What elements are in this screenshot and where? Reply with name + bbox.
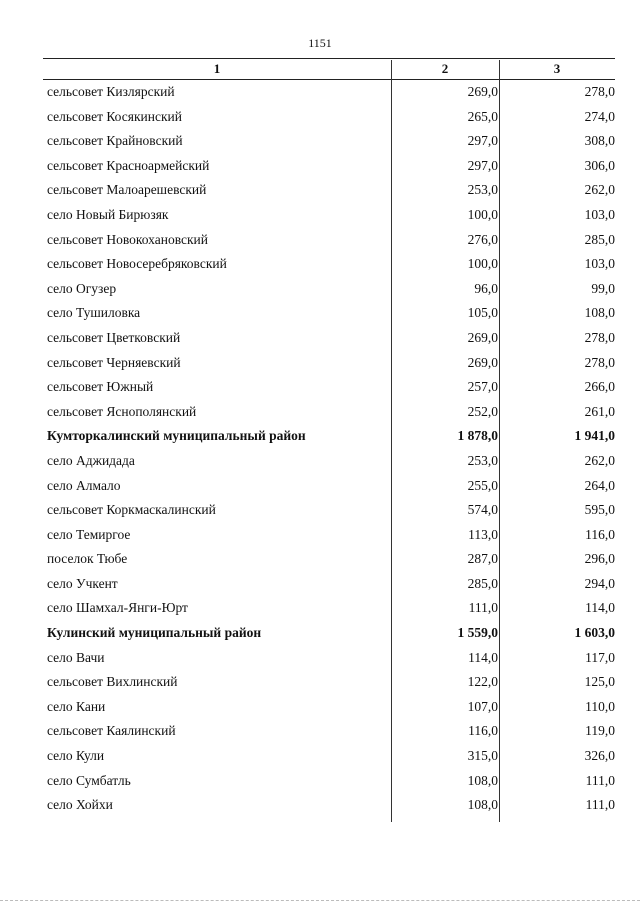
row-name: сельсовет Новосеребряковский	[47, 256, 227, 272]
row-name: село Кани	[47, 698, 106, 714]
row-value-col2: 105,0	[467, 305, 498, 321]
table-row	[43, 572, 615, 597]
table-row	[43, 228, 615, 253]
row-value-col2: 100,0	[467, 256, 498, 272]
table-row	[43, 547, 615, 572]
row-value-col3: 308,0	[584, 133, 615, 149]
row-value-col3: 117,0	[585, 649, 615, 665]
table-row	[43, 474, 615, 499]
table-row	[43, 203, 615, 228]
row-name: сельсовет Коркмаскалинский	[47, 502, 216, 518]
row-value-col2: 113,0	[468, 526, 498, 542]
table-row	[43, 449, 615, 474]
table-row	[43, 80, 615, 105]
row-value-col3: 274,0	[584, 108, 615, 124]
page-bottom-edge	[0, 900, 640, 901]
row-value-col3: 111,0	[585, 772, 615, 788]
row-value-col2: 253,0	[467, 182, 498, 198]
table-row	[43, 129, 615, 154]
table-row	[43, 793, 615, 818]
table-row	[43, 375, 615, 400]
row-value-col2: 269,0	[467, 329, 498, 345]
row-name: сельсовет Малоарешевский	[47, 182, 207, 198]
row-value-col3: 306,0	[584, 157, 615, 173]
row-name: сельсовет Крайновский	[47, 133, 183, 149]
row-value-col2: 122,0	[467, 674, 498, 690]
row-value-col2: 100,0	[467, 206, 498, 222]
row-name: село Темиргое	[47, 526, 131, 542]
table-header	[43, 58, 615, 80]
row-value-col3: 266,0	[584, 379, 615, 395]
row-value-col2: 276,0	[467, 231, 498, 247]
row-value-col2: 269,0	[467, 84, 498, 99]
row-value-col2: 269,0	[467, 354, 498, 370]
row-name: сельсовет Каялинский	[47, 723, 176, 739]
row-name: село Шамхал-Янги-Юрт	[47, 600, 188, 616]
table-row-district	[43, 621, 615, 646]
table-row	[43, 351, 615, 376]
row-value-col3: 326,0	[584, 748, 615, 764]
row-name: сельсовет Черняевский	[47, 354, 181, 370]
table-row	[43, 646, 615, 671]
row-value-col3: 595,0	[584, 502, 615, 518]
row-name: сельсовет Южный	[47, 379, 154, 395]
row-name: село Алмало	[47, 477, 121, 493]
row-value-col2: 287,0	[467, 551, 498, 567]
row-value-col3: 278,0	[584, 84, 615, 99]
row-value-col3: 108,0	[584, 305, 615, 321]
row-name: сельсовет Косякинский	[47, 108, 182, 124]
row-value-col2: 1 559,0	[457, 625, 498, 641]
column-header-3: 3	[553, 61, 561, 76]
table-row	[43, 744, 615, 769]
row-value-col3: 116,0	[585, 526, 615, 542]
row-name: Кумторкалинский муниципальный район	[47, 428, 306, 444]
row-value-col3: 296,0	[584, 551, 615, 567]
row-value-col3: 119,0	[585, 723, 615, 739]
row-name: село Учкент	[47, 575, 118, 591]
row-value-col2: 255,0	[467, 477, 498, 493]
row-value-col2: 297,0	[467, 157, 498, 173]
row-value-col3: 110,0	[585, 698, 615, 714]
row-value-col2: 315,0	[467, 748, 498, 764]
row-value-col2: 1 878,0	[457, 428, 498, 444]
row-name: село Огузер	[47, 280, 117, 296]
row-value-col3: 262,0	[584, 182, 615, 198]
table-row	[43, 695, 615, 720]
table-row	[43, 400, 615, 425]
row-name: село Хойхи	[47, 797, 113, 813]
table-row	[43, 498, 615, 523]
row-value-col3: 294,0	[584, 575, 615, 591]
row-name: сельсовет Яснополянский	[47, 403, 197, 419]
table-row	[43, 154, 615, 179]
page-number: 1151	[308, 36, 332, 50]
row-name: село Кули	[47, 748, 105, 764]
table-row	[43, 523, 615, 548]
table-row	[43, 326, 615, 351]
table-row	[43, 670, 615, 695]
row-name: село Сумбатль	[47, 772, 131, 788]
row-value-col2: 96,0	[474, 280, 498, 296]
row-value-col3: 278,0	[584, 354, 615, 370]
row-value-col3: 99,0	[591, 280, 615, 296]
row-name: село Тушиловка	[47, 305, 141, 321]
row-name: сельсовет Цветковский	[47, 329, 181, 345]
row-value-col3: 264,0	[584, 477, 615, 493]
row-name: сельсовет Красноармейский	[47, 157, 210, 173]
row-value-col3: 114,0	[585, 600, 615, 616]
row-value-col2: 297,0	[467, 133, 498, 149]
table-row	[43, 769, 615, 794]
row-value-col2: 116,0	[468, 723, 498, 739]
table-row	[43, 301, 615, 326]
row-value-col2: 107,0	[467, 698, 498, 714]
table-row	[43, 596, 615, 621]
row-name: село Новый Бирюзяк	[47, 206, 169, 222]
data-table	[43, 58, 615, 818]
row-value-col3: 103,0	[584, 206, 615, 222]
row-name: поселок Тюбе	[47, 551, 128, 567]
row-name: село Аджидада	[47, 452, 135, 468]
row-value-col3: 1 603,0	[574, 625, 615, 641]
row-value-col2: 114,0	[468, 649, 498, 665]
row-value-col2: 111,0	[468, 600, 498, 616]
row-name: сельсовет Вихлинский	[47, 674, 178, 690]
row-value-col3: 285,0	[584, 231, 615, 247]
row-value-col2: 108,0	[467, 797, 498, 813]
table-row	[43, 178, 615, 203]
row-value-col3: 261,0	[584, 403, 615, 419]
row-value-col2: 265,0	[467, 108, 498, 124]
row-name: сельсовет Кизлярский	[47, 84, 175, 99]
row-value-col3: 262,0	[584, 452, 615, 468]
column-header-1: 1	[213, 61, 221, 76]
row-value-col2: 285,0	[467, 575, 498, 591]
row-name: Кулинский муниципальный район	[47, 625, 262, 641]
row-name: сельсовет Новокохановский	[47, 231, 208, 247]
column-header-2: 2	[441, 61, 449, 76]
table-row	[43, 719, 615, 744]
row-value-col3: 103,0	[584, 256, 615, 272]
row-value-col3: 278,0	[584, 329, 615, 345]
table-row	[43, 105, 615, 130]
table-body	[43, 80, 615, 818]
row-name: село Вачи	[47, 649, 105, 665]
table-row	[43, 252, 615, 277]
row-value-col3: 1 941,0	[574, 428, 615, 444]
row-value-col2: 257,0	[467, 379, 498, 395]
row-value-col2: 253,0	[467, 452, 498, 468]
row-value-col2: 252,0	[467, 403, 498, 419]
row-value-col3: 111,0	[585, 797, 615, 813]
row-value-col2: 574,0	[467, 502, 498, 518]
table-row	[43, 277, 615, 302]
row-value-col3: 125,0	[584, 674, 615, 690]
table-row-district	[43, 424, 615, 449]
row-value-col2: 108,0	[467, 772, 498, 788]
